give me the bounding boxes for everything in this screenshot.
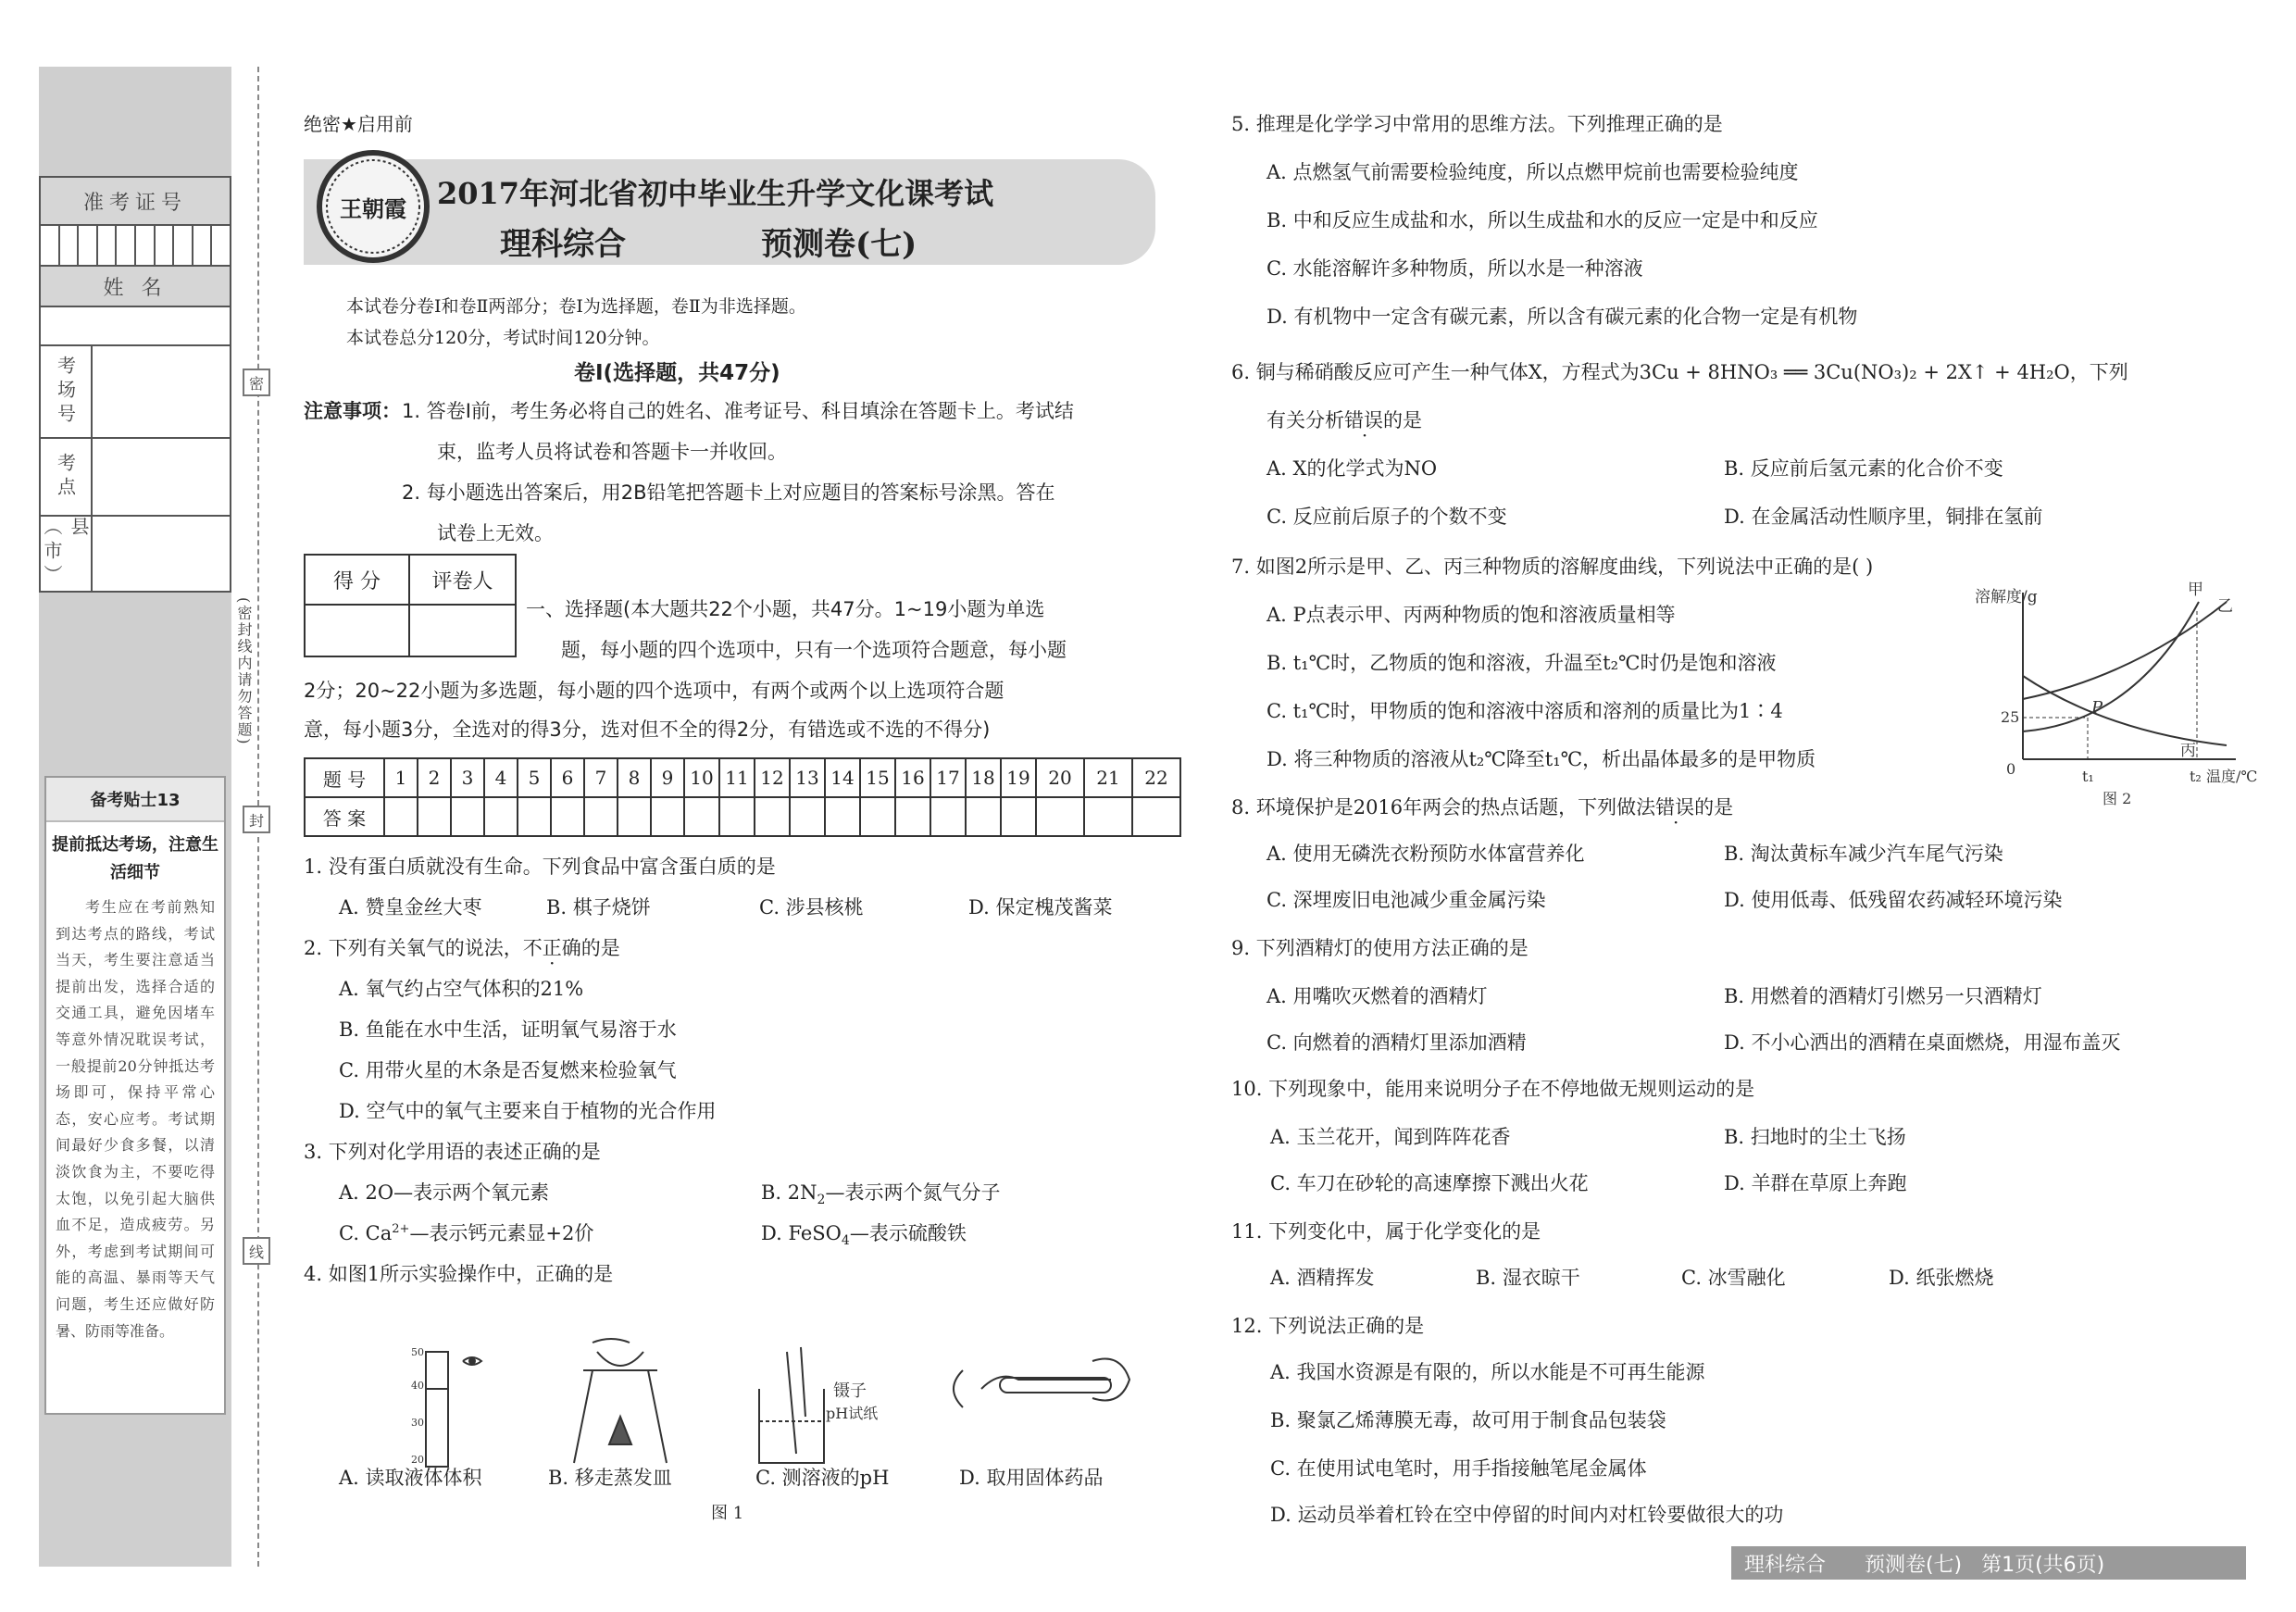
x-tick-t1: t₁ (2082, 768, 2094, 785)
q2-stem (304, 933, 620, 961)
exam-site-cell[interactable] (41, 439, 230, 517)
q-number: 21 (1084, 758, 1132, 797)
q7-option-d: D. 将三种物质的溶液从t₂℃降至t₁℃，析出晶体最多的是甲物质 (1267, 748, 1816, 770)
figure-1-caption: 图 1 (711, 1504, 744, 1523)
grader-field[interactable] (410, 606, 515, 656)
point-p-label: P (2091, 698, 2103, 718)
q1-option-a: A. 赞皇金丝大枣 (339, 896, 482, 918)
q5-stem: 5. 推理是化学学习中常用的思维方法。下列推理正确的是 (1231, 113, 1723, 135)
answer-cell[interactable] (451, 797, 484, 836)
q2-stem-b: 的是 (580, 937, 620, 959)
q6-stem2-emphasis: 错误 (1344, 409, 1383, 431)
q6-option-b: B. 反应前后氢元素的化合价不变 (1724, 457, 2003, 480)
seal-note: (密封线内请勿答题) (235, 597, 253, 746)
secret-label: 绝密★启用前 (304, 113, 413, 135)
q-number: 16 (895, 758, 930, 797)
q6-stem2-b: 的是 (1383, 409, 1422, 431)
brand-logo (317, 150, 430, 263)
answer-cell[interactable] (825, 797, 860, 836)
logo-text: 王朝霞 (340, 194, 406, 222)
q11-option-c: C. 冰雪融化 (1681, 1267, 1786, 1289)
q6-stem: 6. 铜与稀硝酸反应可产生一种气体X，方程式为3Cu + 8HNO₃ ══ 3Cu(NO₃)₂ + 2X↑ + 4H₂O，下列 (1231, 361, 2128, 383)
q4-option-c: C. 测溶液的pH (755, 1467, 890, 1489)
q5-option-a: A. 点燃氢气前需要检验纯度，所以点燃甲烷前也需要检验纯度 (1267, 161, 1799, 183)
q-number: 13 (790, 758, 825, 797)
q9-stem: 9. 下列酒精灯的使用方法正确的是 (1231, 937, 1529, 959)
q5-option-c: C. 水能溶解许多种物质，所以水是一种溶液 (1267, 257, 1643, 280)
q12-option-b: B. 聚氯乙烯薄膜无毒，故可用于制食品包装袋 (1270, 1409, 1666, 1431)
q9-option-b: B. 用燃着的酒精灯引燃另一只酒精灯 (1724, 985, 2042, 1007)
q-number: 18 (966, 758, 1001, 797)
q-number: 3 (451, 758, 484, 797)
q-number: 7 (584, 758, 618, 797)
answer-table (304, 757, 1181, 837)
q3-stem: 3. 下列对化学用语的表述正确的是 (304, 1141, 601, 1163)
intro-line-2: 本试卷总分120分，考试时间120分钟。 (346, 328, 660, 348)
room-number-label: 考场号 (41, 346, 93, 437)
scale-30: 30 (411, 1417, 424, 1429)
q3-b-pre: B. 2N (761, 1181, 817, 1204)
ph-paper-label: pH试纸 (826, 1405, 879, 1422)
answer-cell[interactable] (584, 797, 618, 836)
q3-d-sub: 4 (841, 1233, 850, 1249)
answer-cell[interactable] (651, 797, 684, 836)
figure-2-caption: 图 2 (2103, 790, 2132, 807)
exam-site-label: 考点 (41, 439, 93, 515)
q-number: 14 (825, 758, 860, 797)
q4-stem: 4. 如图1所示实验操作中，正确的是 (304, 1263, 614, 1285)
seal-mark-xian: 线 (243, 1237, 270, 1265)
curve-bing (2023, 676, 2227, 745)
answer-cell[interactable] (966, 797, 1001, 836)
q3-option-b (761, 1178, 1000, 1207)
q-number: 5 (518, 758, 551, 797)
q-number: 9 (651, 758, 684, 797)
answer-cell[interactable] (684, 797, 719, 836)
q11-stem: 11. 下列变化中，属于化学变化的是 (1231, 1220, 1541, 1243)
q9-option-a: A. 用嘴吹灭燃着的酒精灯 (1267, 985, 1488, 1007)
scale-40: 40 (411, 1380, 424, 1392)
score-label: 得 分 (306, 556, 410, 606)
q1-stem: 1. 没有蛋白质就没有生命。下列食品中富含蛋白质的是 (304, 856, 776, 878)
q2-option-c: C. 用带火星的木条是否复燃来检验氧气 (339, 1059, 677, 1081)
q3-d-post: —表示硫酸铁 (849, 1222, 967, 1244)
q8-stem-a: 8. 环境保护是2016年两会的热点话题，下列做法 (1231, 796, 1656, 818)
q11-option-a: A. 酒精挥发 (1270, 1267, 1375, 1289)
section1-line-3: 2分；20~22小题为多选题，每小题的四个选项中，有两个或两个以上选项符合题 (304, 680, 1004, 702)
score-box (304, 554, 517, 657)
solubility-curve-figure (1967, 574, 2258, 807)
seal-mark-feng: 封 (243, 806, 270, 833)
curve-jia-label: 甲 (2188, 581, 2203, 599)
q3-d-pre: D. FeSO (761, 1222, 842, 1244)
section1-line-4: 意，每小题3分，全选对的得3分，选对但不全的得2分，有错选或不选的不得分) (304, 719, 991, 741)
q-number: 8 (618, 758, 651, 797)
exam-number-grid[interactable] (41, 226, 230, 267)
section1-line-1: 一、选择题(本大题共22个小题，共47分。1~19小题为单选 (526, 598, 1045, 620)
q-number: 2 (418, 758, 451, 797)
notice-item1-b: 束，监考人员将试卷和答题卡一并收回。 (437, 441, 787, 463)
q10-option-d: D. 羊群在草原上奔跑 (1724, 1172, 1907, 1194)
y-tick-25: 25 (2001, 708, 2020, 726)
x-tick-t2: t₂ (2190, 768, 2202, 785)
q6-option-d: D. 在金属活动性顺序里，铜排在氢前 (1724, 506, 2043, 528)
q3-b-sub: 2 (817, 1193, 826, 1208)
intro-line-1: 本试卷分卷Ⅰ和卷Ⅱ两部分；卷Ⅰ为选择题，卷Ⅱ为非选择题。 (346, 296, 806, 317)
q11-option-d: D. 纸张燃烧 (1889, 1267, 1994, 1289)
q6-stem2-a: 有关分析 (1267, 409, 1344, 431)
answer-cell[interactable] (384, 797, 418, 836)
seal-mark-mi: 密 (243, 369, 270, 396)
q-number: 11 (719, 758, 755, 797)
q12-stem: 12. 下列说法正确的是 (1231, 1315, 1425, 1337)
room-number-cell[interactable] (41, 346, 230, 439)
answer-cell[interactable] (1084, 797, 1132, 836)
answer-cell[interactable] (551, 797, 584, 836)
exam-number-label: 准考证号 (41, 178, 230, 226)
notice-item1-a: 1. 答卷Ⅰ前，考生务必将自己的姓名、准考证号、科目填涂在答题卡上。考试结 (402, 400, 1074, 422)
q-number: 12 (755, 758, 790, 797)
exam-subject: 理科综合 (500, 226, 626, 263)
q5-option-d: D. 有机物中一定含有碳元素，所以含有碳元素的化合物一定是有机物 (1267, 306, 1858, 328)
q-number: 22 (1132, 758, 1180, 797)
notice-item2-b: 试卷上无效。 (437, 522, 554, 544)
answer-table-number-row (305, 758, 1180, 797)
q10-option-c: C. 车刀在砂轮的高速摩擦下溅出火花 (1270, 1172, 1589, 1194)
evaporating-dish-icon (574, 1339, 667, 1463)
q1-option-d: D. 保定槐茂酱菜 (968, 896, 1113, 918)
q2-option-d: D. 空气中的氧气主要来自于植物的光合作用 (339, 1100, 717, 1122)
answer-cell[interactable] (790, 797, 825, 836)
q-number: 15 (860, 758, 895, 797)
answer-cell[interactable] (484, 797, 518, 836)
scale-50: 50 (411, 1346, 424, 1358)
q2-option-a: A. 氧气约占空气体积的21% (339, 978, 584, 1000)
curve-jia (2023, 602, 2199, 731)
q-number: 20 (1036, 758, 1084, 797)
county-label: 县（市） (41, 517, 93, 593)
q-number: 19 (1001, 758, 1036, 797)
q3-c-sup: 2+ (392, 1222, 410, 1236)
cylinder-icon (426, 1352, 481, 1467)
q10-stem: 10. 下列现象中，能用来说明分子在不停地做无规则运动的是 (1231, 1078, 1755, 1100)
q3-b-post: —表示两个氮气分子 (825, 1181, 1001, 1204)
candidate-info-box (39, 176, 231, 593)
q2-stem-emphasis: 不正确 (522, 937, 581, 959)
q3-c-pre: C. Ca (339, 1222, 393, 1244)
x-axis-label: 温度/℃ (2206, 768, 2258, 785)
q12-option-d: D. 运动员举着杠铃在空中停留的时间内对杠铃要做很大的功 (1270, 1504, 1784, 1526)
q1-option-c: C. 涉县核桃 (759, 896, 864, 918)
q4-option-a: A. 读取液体体积 (339, 1467, 482, 1489)
tip-title: 提前抵达考场，注意生活细节 (52, 835, 218, 882)
q3-option-c (339, 1218, 593, 1246)
exam-paper: 预测卷(七) (761, 226, 917, 263)
q8-stem (1231, 793, 1733, 820)
q-number: 6 (551, 758, 584, 797)
notice-label: 注意事项： (304, 400, 401, 422)
answer-cell[interactable] (618, 797, 651, 836)
q10-option-a: A. 玉兰花开，闻到阵阵花香 (1270, 1126, 1511, 1148)
scale-20: 20 (411, 1454, 424, 1466)
answer-cell[interactable] (719, 797, 755, 836)
name-label: 姓 名 (41, 267, 230, 307)
q7-option-b: B. t₁℃时，乙物质的饱和溶液，升温至t₂℃时仍是饱和溶液 (1267, 652, 1777, 674)
notice-item2-a: 2. 每小题选出答案后，用2B铅笔把答题卡上对应题目的答案标号涂黑。答在 (402, 481, 1055, 504)
answer-cell[interactable] (1036, 797, 1084, 836)
tip-box (44, 776, 226, 1415)
answer-cell[interactable] (860, 797, 895, 836)
tip-banner: 备考贴士13 (46, 778, 224, 822)
number-row-label: 题 号 (305, 758, 384, 797)
q10-option-b: B. 扫地时的尘土飞扬 (1724, 1126, 1906, 1148)
q11-option-b: B. 湿衣晾干 (1476, 1267, 1580, 1289)
test-tube-hands-icon (954, 1359, 1129, 1408)
q8-option-c: C. 深埋废旧电池减少重金属污染 (1267, 889, 1546, 911)
page-footer: 理科综合 预测卷(七) 第1页(共6页) (1731, 1546, 2246, 1580)
q-number: 10 (684, 758, 719, 797)
section1-line-2: 题，每小题的四个选项中，只有一个选项符合题意，每小题 (561, 639, 1067, 661)
q-number: 4 (484, 758, 518, 797)
q12-option-c: C. 在使用试电笔时，用手指接触笔尾金属体 (1270, 1457, 1647, 1480)
y-axis-label: 溶解度/g (1975, 588, 2038, 606)
score-field[interactable] (306, 606, 410, 656)
q8-stem-b: 的是 (1694, 796, 1734, 818)
county-cell[interactable] (41, 517, 230, 593)
q7-option-c: C. t₁℃时，甲物质的饱和溶液中溶质和溶剂的质量比为1∶4 (1267, 700, 1783, 722)
q8-stem-emphasis: 错误 (1655, 796, 1695, 818)
tweezers-label: 镊子 (833, 1381, 867, 1401)
q9-option-c: C. 向燃着的酒精灯里添加酒精 (1267, 1031, 1527, 1054)
curve-yi-label: 乙 (2217, 597, 2233, 616)
q7-option-a: A. P点表示甲、丙两种物质的饱和溶液质量相等 (1267, 604, 1676, 626)
part1-title: 卷Ⅰ(选择题，共47分) (574, 361, 780, 385)
tip-text: 考生应在考前熟知到达考点的路线，考试当天，考生要注意适当提前出发，选择合适的交通工具，避免因堵车等意外情况耽误考试，一般提前20分钟抵达考场即可，保持平常心态，安心应考。考试期间最好少食多餐，以清淡饮食为主，不要吃得太饱，以免引起大脑供血不足，造成疲劳。另外，考虑到考试期间可能的高温、暴雨等天气问题，考生还应做好防暑、防雨等准备。 (56, 898, 215, 1340)
q9-option-d: D. 不小心洒出的酒精在桌面燃烧，用湿布盖灭 (1724, 1031, 2121, 1054)
q8-option-d: D. 使用低毒、低残留农药减轻环境污染 (1724, 889, 2063, 911)
q4-option-d: D. 取用固体药品 (959, 1467, 1104, 1489)
q12-option-a: A. 我国水资源是有限的，所以水能是不可再生能源 (1270, 1361, 1705, 1383)
grader-label: 评卷人 (410, 556, 515, 606)
q4-option-b: B. 移走蒸发皿 (548, 1467, 672, 1489)
q1-option-b: B. 棋子烧饼 (546, 896, 651, 918)
q3-option-d (761, 1218, 967, 1248)
answer-cell[interactable] (1001, 797, 1036, 836)
q3-option-a: A. 2O—表示两个氧元素 (339, 1181, 550, 1204)
q2-stem-a: 2. 下列有关氧气的说法， (304, 937, 523, 959)
q-number: 1 (384, 758, 418, 797)
q3-c-post: —表示钙元素显+2价 (409, 1222, 594, 1244)
answer-cell[interactable] (518, 797, 551, 836)
figure-1-illustrations (407, 1333, 1148, 1472)
q8-option-b: B. 淘汰黄标车减少汽车尾气污染 (1724, 843, 2003, 865)
q6-option-a: A. X的化学式为NO (1267, 457, 1438, 480)
answer-cell[interactable] (755, 797, 790, 836)
q5-option-b: B. 中和反应生成盐和水，所以生成盐和水的反应一定是中和反应 (1267, 209, 1818, 231)
answer-cell[interactable] (930, 797, 966, 836)
q8-option-a: A. 使用无磷洗衣粉预防水体富营养化 (1267, 843, 1585, 865)
q7-stem: 7. 如图2所示是甲、乙、丙三种物质的溶解度曲线，下列说法中正确的是( ) (1231, 556, 1874, 578)
q6-stem-2 (1267, 406, 1422, 433)
origin-label: 0 (2006, 760, 2016, 778)
answer-table-answer-row (305, 797, 1180, 836)
curve-yi (2023, 602, 2227, 699)
answer-cell[interactable] (895, 797, 930, 836)
answer-cell[interactable] (1132, 797, 1180, 836)
answer-row-label: 答 案 (305, 797, 384, 836)
name-field[interactable] (41, 307, 230, 346)
curve-bing-label: 丙 (2180, 742, 2196, 760)
q6-option-c: C. 反应前后原子的个数不变 (1267, 506, 1507, 528)
q2-option-b: B. 鱼能在水中生活，证明氧气易溶于水 (339, 1018, 677, 1041)
exam-title: 2017年河北省初中毕业生升学文化课考试 (437, 176, 994, 211)
beaker-ph-icon (759, 1347, 824, 1463)
answer-cell[interactable] (418, 797, 451, 836)
q-number: 17 (930, 758, 966, 797)
